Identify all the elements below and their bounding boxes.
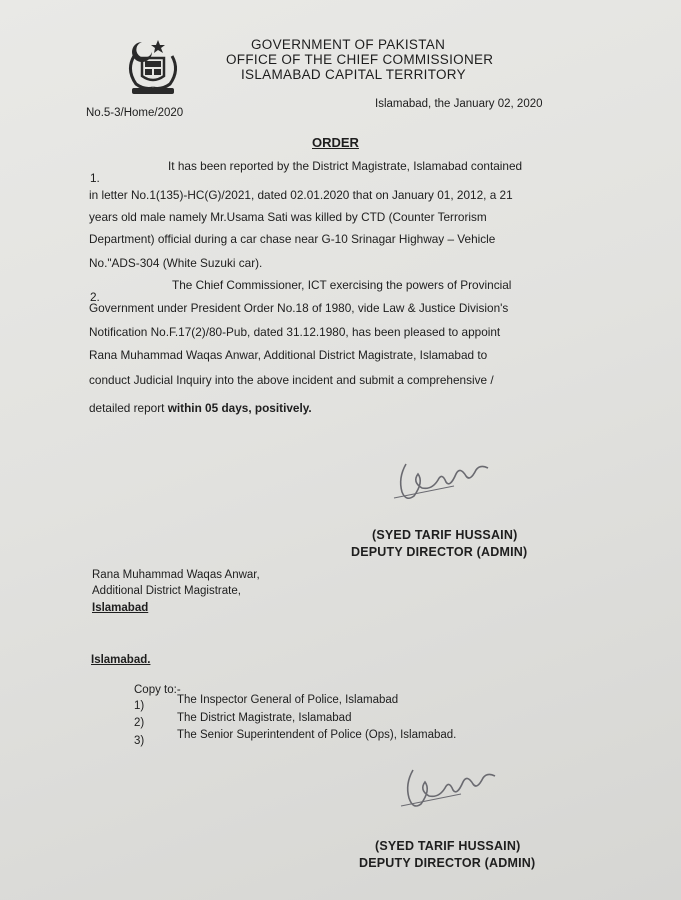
para1-line: years old male namely Mr.Usama Sati was killed by CTD (Counter Terrorism [89, 210, 487, 224]
para2-line: Notification No.F.17(2)/80-Pub, dated 31.12.1980, has been pleased to appoint [89, 325, 501, 339]
reference-number: No.5-3/Home/2020 [86, 107, 184, 119]
header-line-3: ISLAMABAD CAPITAL TERRITORY [241, 67, 466, 82]
para2-deadline: within 05 days, positively. [167, 401, 312, 415]
order-title: ORDER [312, 135, 359, 150]
signatory-name-1: (SYED TARIF HUSSAIN) [372, 528, 518, 542]
handwritten-signature-1 [384, 452, 502, 508]
copy-item-number: 2) [134, 717, 145, 729]
para2-number: 2. [90, 290, 100, 304]
para2-last-line [89, 396, 312, 420]
signatory-title-1: DEPUTY DIRECTOR (ADMIN) [351, 545, 528, 559]
para2-line: Rana Muhammad Waqas Anwar, Additional District Magistrate, Islamabad to [89, 348, 488, 362]
para2-line: conduct Judicial Inquiry into the above incident and submit a comprehensive / [89, 373, 494, 387]
para1-line: Department) official during a car chase near G-10 Srinagar Highway – Vehicle [89, 232, 496, 246]
handwritten-signature-2 [393, 760, 511, 816]
signatory-title-2: DEPUTY DIRECTOR (ADMIN) [359, 856, 536, 870]
copy-to-label: Copy to:- [134, 684, 181, 696]
addressee-line-2: Additional District Magistrate, [92, 585, 241, 597]
copy-item-number: 3) [134, 735, 145, 747]
signatory-name-2: (SYED TARIF HUSSAIN) [375, 839, 521, 853]
para2-line: Government under President Order No.18 of 1980, vide Law & Justice Division's [89, 301, 509, 315]
header-line-1: GOVERNMENT OF PAKISTAN [251, 37, 446, 52]
para1-line: No."ADS-304 (White Suzuki car). [89, 256, 263, 270]
para1-line: in letter No.1(135)-HC(G)/2021, dated 02.01.2020 that on January 01, 2012, a 21 [89, 188, 513, 202]
copy-item-text: The Senior Superintendent of Police (Ops), Islamabad. [177, 729, 457, 741]
state-emblem-icon [120, 36, 186, 98]
addressee-line-3: Islamabad [92, 602, 149, 614]
para2-last-prefix: detailed report [89, 401, 168, 415]
para1-number: 1. [90, 171, 100, 185]
date-line: Islamabad, the January 02, 2020 [375, 98, 543, 110]
para1-line: It has been reported by the District Magistrate, Islamabad contained [168, 159, 523, 173]
addressee-line-1: Rana Muhammad Waqas Anwar, [92, 569, 260, 581]
para2-line: The Chief Commissioner, ICT exercising the powers of Provincial [172, 278, 512, 292]
copy-item-number: 1) [134, 700, 145, 712]
copy-item-text: The District Magistrate, Islamabad [177, 712, 352, 724]
header-line-2: OFFICE OF THE CHIEF COMMISSIONER [226, 52, 494, 67]
copy-item-text: The Inspector General of Police, Islamabad [177, 694, 399, 706]
place-line: Islamabad. [91, 654, 151, 666]
